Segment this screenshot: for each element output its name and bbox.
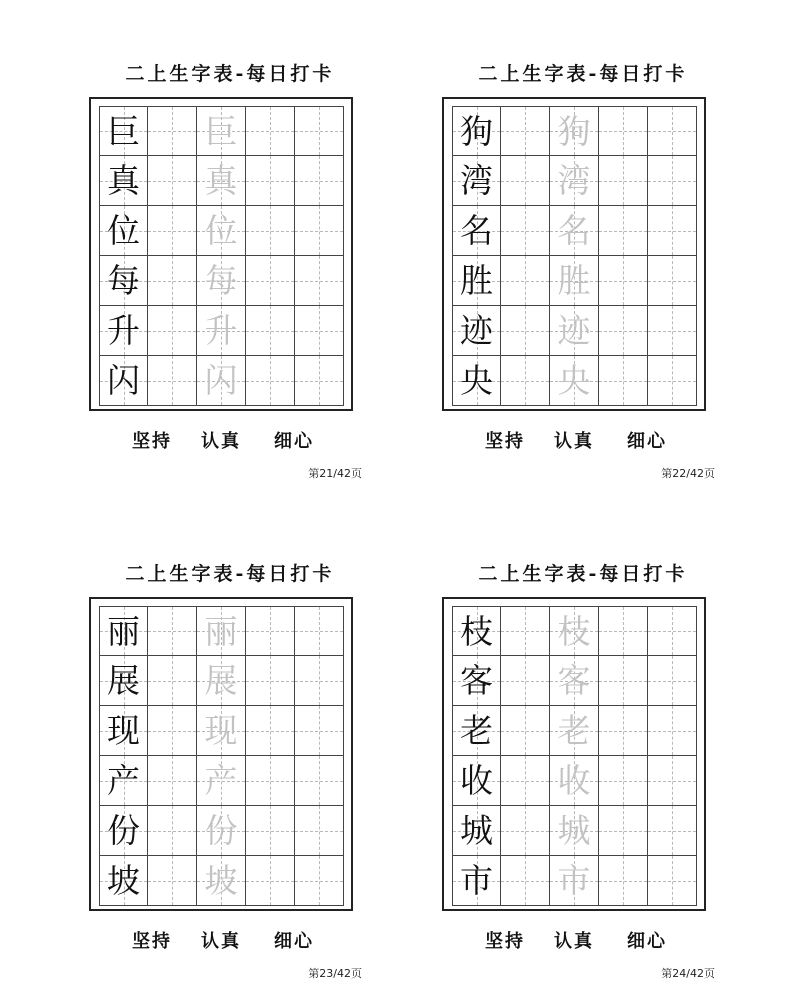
- trace-character: 丽: [204, 611, 238, 651]
- grid-cell: [148, 256, 197, 306]
- model-character: 每: [107, 261, 140, 300]
- grid-cell: [99, 106, 148, 156]
- grid-cell: [148, 306, 197, 356]
- grid-cell: [246, 806, 295, 856]
- motto-word: 细心: [274, 931, 314, 952]
- grid-cell: [501, 256, 550, 306]
- writing-grid: [99, 606, 344, 906]
- model-character: 狗: [460, 111, 493, 151]
- grid-cell: [599, 156, 648, 206]
- motto-word: 细心: [274, 431, 314, 452]
- grid-cell: [148, 206, 197, 256]
- grid-cell: [197, 106, 246, 156]
- grid-cell: [295, 806, 344, 856]
- grid-cell: [648, 656, 697, 706]
- model-character: 真: [107, 161, 140, 200]
- grid-cell: [295, 656, 344, 706]
- grid-cell: [599, 256, 648, 306]
- motto: [80, 427, 380, 451]
- page-number: 第24/42页: [661, 967, 715, 980]
- grid-cell: [246, 856, 295, 906]
- grid-cell: [452, 656, 501, 706]
- model-character: 丽: [107, 611, 140, 651]
- trace-character: 胜: [557, 261, 591, 300]
- grid-cell: [148, 856, 197, 906]
- trace-character: 现: [204, 711, 238, 750]
- model-character: 收: [460, 761, 493, 800]
- grid-cell: [452, 706, 501, 756]
- grid-cell: [648, 256, 697, 306]
- grid-cell: [648, 106, 697, 156]
- trace-character: 湾: [557, 161, 591, 200]
- model-character: 升: [107, 311, 140, 350]
- grid-cell: [550, 256, 599, 306]
- grid-cell: [501, 306, 550, 356]
- grid-cell: [599, 606, 648, 656]
- trace-character: 市: [557, 861, 591, 900]
- model-character: 胜: [460, 261, 493, 300]
- grid-cell: [501, 106, 550, 156]
- grid-cell: [452, 606, 501, 656]
- grid-cell: [295, 756, 344, 806]
- grid-cell: [295, 106, 344, 156]
- grid-cell: [648, 756, 697, 806]
- card-title: 二上生字表-每日打卡: [478, 563, 688, 585]
- practice-card: [433, 55, 733, 495]
- grid-cell: [452, 156, 501, 206]
- grid-cell: [197, 706, 246, 756]
- writing-grid-frame: [442, 597, 706, 911]
- grid-cell: [148, 756, 197, 806]
- trace-character: 收: [557, 761, 591, 800]
- grid-cell: [452, 806, 501, 856]
- grid-cell: [550, 856, 599, 906]
- grid-cell: [599, 356, 648, 406]
- grid-cell: [452, 106, 501, 156]
- trace-character: 老: [557, 711, 591, 750]
- grid-cell: [599, 856, 648, 906]
- trace-character: 迹: [557, 311, 591, 350]
- model-character: 产: [107, 761, 140, 800]
- trace-character: 城: [557, 811, 591, 850]
- writing-grid-frame: [89, 97, 353, 411]
- page-number: 第23/42页: [308, 967, 362, 980]
- grid-cell: [99, 306, 148, 356]
- trace-character: 坡: [204, 861, 238, 900]
- model-character: 枝: [460, 611, 493, 651]
- grid-cell: [550, 656, 599, 706]
- model-character: 坡: [107, 861, 140, 900]
- trace-character: 闪: [204, 361, 238, 400]
- motto-word: 认真: [201, 931, 241, 952]
- writing-grid: [99, 106, 344, 406]
- grid-cell: [246, 256, 295, 306]
- grid-cell: [99, 806, 148, 856]
- model-character: 客: [460, 661, 493, 700]
- grid-cell: [148, 156, 197, 206]
- writing-grid-frame: [89, 597, 353, 911]
- practice-card: [433, 555, 733, 995]
- model-character: 老: [460, 711, 493, 750]
- grid-cell: [246, 756, 295, 806]
- grid-cell: [550, 306, 599, 356]
- practice-card: [80, 555, 380, 995]
- grid-cell: [295, 256, 344, 306]
- model-character: 位: [107, 211, 140, 250]
- grid-cell: [648, 306, 697, 356]
- grid-cell: [599, 206, 648, 256]
- grid-cell: [501, 756, 550, 806]
- grid-cell: [599, 106, 648, 156]
- grid-cell: [599, 756, 648, 806]
- grid-cell: [246, 706, 295, 756]
- practice-card: [80, 55, 380, 495]
- grid-cell: [197, 856, 246, 906]
- trace-character: 升: [204, 311, 238, 350]
- motto-word: 认真: [554, 931, 594, 952]
- grid-cell: [550, 106, 599, 156]
- grid-cell: [648, 606, 697, 656]
- grid-cell: [246, 156, 295, 206]
- grid-cell: [148, 356, 197, 406]
- grid-cell: [452, 306, 501, 356]
- grid-cell: [246, 306, 295, 356]
- grid-cell: [246, 656, 295, 706]
- grid-cell: [246, 356, 295, 406]
- grid-cell: [148, 106, 197, 156]
- model-character: 份: [107, 811, 140, 850]
- grid-cell: [295, 156, 344, 206]
- grid-cell: [648, 356, 697, 406]
- grid-cell: [550, 606, 599, 656]
- trace-character: 狗: [557, 111, 591, 151]
- grid-cell: [452, 256, 501, 306]
- grid-cell: [599, 806, 648, 856]
- grid-cell: [550, 156, 599, 206]
- card-title: 二上生字表-每日打卡: [125, 563, 335, 585]
- trace-character: 枝: [557, 611, 591, 651]
- trace-character: 每: [204, 261, 238, 300]
- grid-cell: [197, 606, 246, 656]
- grid-cell: [197, 756, 246, 806]
- trace-character: 名: [557, 211, 591, 250]
- grid-cell: [648, 206, 697, 256]
- grid-cell: [648, 806, 697, 856]
- grid-cell: [99, 156, 148, 206]
- model-character: 巨: [107, 111, 140, 151]
- grid-cell: [99, 856, 148, 906]
- grid-cell: [501, 206, 550, 256]
- grid-cell: [99, 756, 148, 806]
- motto-word: 认真: [201, 431, 241, 452]
- motto-word: 坚持: [485, 931, 525, 952]
- grid-cell: [197, 656, 246, 706]
- trace-character: 客: [557, 661, 591, 700]
- motto-word: 细心: [627, 931, 667, 952]
- grid-cell: [197, 256, 246, 306]
- grid-cell: [99, 206, 148, 256]
- grid-cell: [197, 806, 246, 856]
- model-character: 央: [460, 361, 493, 400]
- motto: [433, 427, 733, 451]
- grid-cell: [197, 356, 246, 406]
- grid-cell: [550, 756, 599, 806]
- grid-cell: [197, 206, 246, 256]
- grid-cell: [501, 356, 550, 406]
- trace-character: 位: [204, 211, 238, 250]
- writing-grid: [452, 106, 697, 406]
- grid-cell: [99, 606, 148, 656]
- model-character: 展: [107, 661, 140, 700]
- grid-cell: [295, 706, 344, 756]
- motto: [433, 927, 733, 951]
- grid-cell: [148, 706, 197, 756]
- grid-cell: [648, 156, 697, 206]
- grid-cell: [599, 656, 648, 706]
- writing-grid-frame: [442, 97, 706, 411]
- model-character: 迹: [460, 311, 493, 350]
- grid-cell: [148, 606, 197, 656]
- grid-cell: [246, 206, 295, 256]
- grid-cell: [501, 806, 550, 856]
- motto-word: 坚持: [132, 931, 172, 952]
- grid-cell: [550, 706, 599, 756]
- motto-word: 坚持: [132, 431, 172, 452]
- grid-cell: [452, 856, 501, 906]
- grid-cell: [550, 356, 599, 406]
- grid-cell: [648, 856, 697, 906]
- grid-cell: [452, 356, 501, 406]
- card-title: 二上生字表-每日打卡: [125, 63, 335, 85]
- grid-cell: [295, 606, 344, 656]
- grid-cell: [295, 206, 344, 256]
- grid-cell: [148, 656, 197, 706]
- grid-cell: [99, 656, 148, 706]
- grid-cell: [295, 856, 344, 906]
- trace-character: 央: [557, 361, 591, 400]
- grid-cell: [99, 256, 148, 306]
- grid-cell: [99, 706, 148, 756]
- motto-word: 认真: [554, 431, 594, 452]
- grid-cell: [550, 806, 599, 856]
- grid-cell: [197, 306, 246, 356]
- grid-cell: [197, 156, 246, 206]
- grid-cell: [452, 756, 501, 806]
- writing-grid: [452, 606, 697, 906]
- page-number: 第21/42页: [308, 467, 362, 480]
- trace-character: 展: [204, 661, 238, 700]
- card-title: 二上生字表-每日打卡: [478, 63, 688, 85]
- trace-character: 真: [204, 161, 238, 200]
- motto-word: 细心: [627, 431, 667, 452]
- trace-character: 产: [204, 761, 238, 800]
- motto: [80, 927, 380, 951]
- model-character: 闪: [107, 361, 140, 400]
- trace-character: 份: [204, 811, 238, 850]
- grid-cell: [599, 706, 648, 756]
- grid-cell: [501, 706, 550, 756]
- grid-cell: [452, 206, 501, 256]
- grid-cell: [550, 206, 599, 256]
- grid-cell: [148, 806, 197, 856]
- grid-cell: [295, 306, 344, 356]
- grid-cell: [246, 606, 295, 656]
- model-character: 现: [107, 711, 140, 750]
- motto-word: 坚持: [485, 431, 525, 452]
- grid-cell: [501, 606, 550, 656]
- page-number: 第22/42页: [661, 467, 715, 480]
- grid-cell: [295, 356, 344, 406]
- model-character: 名: [460, 211, 493, 250]
- model-character: 市: [460, 861, 493, 900]
- grid-cell: [99, 356, 148, 406]
- grid-cell: [501, 856, 550, 906]
- grid-cell: [599, 306, 648, 356]
- model-character: 湾: [460, 161, 493, 200]
- grid-cell: [501, 156, 550, 206]
- trace-character: 巨: [204, 111, 238, 151]
- model-character: 城: [460, 811, 493, 850]
- grid-cell: [501, 656, 550, 706]
- grid-cell: [648, 706, 697, 756]
- grid-cell: [246, 106, 295, 156]
